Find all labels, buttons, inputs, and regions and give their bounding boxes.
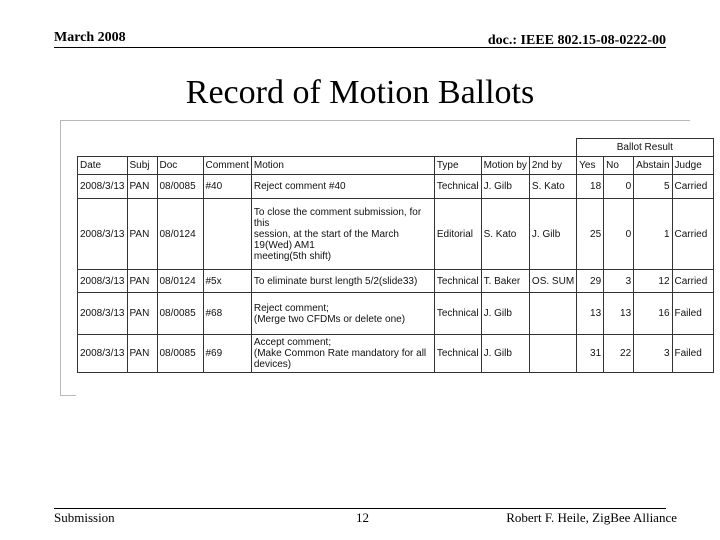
cell-abstain: 16 [634,293,672,335]
col-header-no: No [604,157,634,175]
cell-doc: 08/0085 [157,175,203,199]
footer-submission: Submission [54,510,115,525]
cell-comment: #5x [203,270,251,293]
cell-type: Technical [434,270,481,293]
cell-comment: #40 [203,175,251,199]
header-rule [54,47,666,48]
cell-yes: 29 [577,270,604,293]
col-header-abstain: Abstain [634,157,672,175]
motion-line: Reject comment #40 [253,181,346,192]
cell-abstain: 3 [634,335,672,373]
header-doc-id: doc.: IEEE 802.15-08-0222-00 [487,33,666,48]
col-header-doc: Doc [157,157,203,175]
cell-type: Technical [434,335,481,373]
cell-subj: PAN [127,199,157,270]
cell-abstain: 1 [634,199,672,270]
cell-judge: Carried [672,175,713,199]
cell-no: 13 [604,293,634,335]
ballot-result-header-row [78,139,714,157]
cell-motion-by: T. Baker [481,270,529,293]
column-header-row [78,157,714,175]
slide-title: Record of Motion Ballots [185,74,535,111]
cell-motion [251,199,434,270]
cell-subj: PAN [127,270,157,293]
page-number: 12 [356,510,369,525]
cell-subj: PAN [127,175,157,199]
cell-no: 0 [604,199,634,270]
motion-line: (Make Common Rate mandatory for all devices) [253,348,427,370]
motion-ballots-table-wrap [77,138,714,373]
cell-judge: Failed [672,293,713,335]
ballot-result-caption: Ballot Result [577,139,713,157]
cell-abstain: 12 [634,270,672,293]
col-header-type: Type [434,157,481,175]
cell-type: Technical [434,293,481,335]
table-row [78,270,714,293]
cell-date: 2008/3/13 [78,293,128,335]
image-frame-top [60,120,690,121]
cell-motion [251,335,434,373]
cell-comment [203,199,251,270]
cell-comment: #68 [203,293,251,335]
col-header-date: Date [78,157,128,175]
col-header-judge: Judge [672,157,713,175]
cell-2nd-by [529,335,576,373]
cell-2nd-by: J. Gilb [529,199,576,270]
cell-doc: 08/0085 [157,293,203,335]
cell-type: Technical [434,175,481,199]
col-header-motion-by: Motion by [481,157,529,175]
cell-date: 2008/3/13 [78,199,128,270]
cell-no: 22 [604,335,634,373]
motion-line: Reject comment; [253,302,329,314]
cell-2nd-by: OS. SUM [529,270,576,293]
cell-motion-by: J. Gilb [481,293,529,335]
table-row [78,175,714,199]
cell-motion-by: J. Gilb [481,175,529,199]
cell-motion [251,270,434,293]
col-header-comment: Comment [203,157,251,175]
cell-yes: 13 [577,293,604,335]
cell-subj: PAN [127,335,157,373]
col-header-2nd-by: 2nd by [529,157,576,175]
motion-line: To close the comment submission, for this [253,206,422,229]
cell-yes: 18 [577,175,604,199]
cell-motion-by: S. Kato [481,199,529,270]
image-frame-bottom [60,395,76,396]
cell-date: 2008/3/13 [78,270,128,293]
col-header-motion: Motion [251,157,434,175]
image-frame-left [60,120,61,395]
cell-doc: 08/0124 [157,270,203,293]
cell-comment: #69 [203,335,251,373]
cell-yes: 25 [577,199,604,270]
header-date: March 2008 [54,30,126,45]
cell-date: 2008/3/13 [78,335,128,373]
cell-no: 0 [604,175,634,199]
cell-yes: 31 [577,335,604,373]
cell-2nd-by: S. Kato [529,175,576,199]
cell-abstain: 5 [634,175,672,199]
cell-judge: Carried [672,199,713,270]
cell-date: 2008/3/13 [78,175,128,199]
motion-line: meeting(5th shift) [253,250,332,262]
table-row [78,199,714,270]
cell-motion [251,293,434,335]
table-row [78,293,714,335]
col-header-yes: Yes [577,157,604,175]
cell-doc: 08/0085 [157,335,203,373]
motion-line: (Merge two CFDMs or delete one) [253,313,406,325]
cell-no: 3 [604,270,634,293]
cell-motion-by: J. Gilb [481,335,529,373]
cell-2nd-by [529,293,576,335]
motion-line: Accept comment; [253,337,332,348]
footer-author: Robert F. Heile, ZigBee Alliance [506,510,677,525]
motion-line: To eliminate burst length 5/2(slide33) [253,275,418,287]
col-header-subj: Subj [127,157,157,175]
motion-ballots-table [77,138,714,373]
motion-line: session, at the start of the March 19(Wed) AM1 [253,228,399,251]
table-row [78,335,714,373]
cell-type: Editorial [434,199,481,270]
footer-rule [54,508,666,509]
cell-doc: 08/0124 [157,199,203,270]
cell-subj: PAN [127,293,157,335]
cell-motion [251,175,434,199]
cell-judge: Failed [672,335,713,373]
cell-judge: Carried [672,270,713,293]
